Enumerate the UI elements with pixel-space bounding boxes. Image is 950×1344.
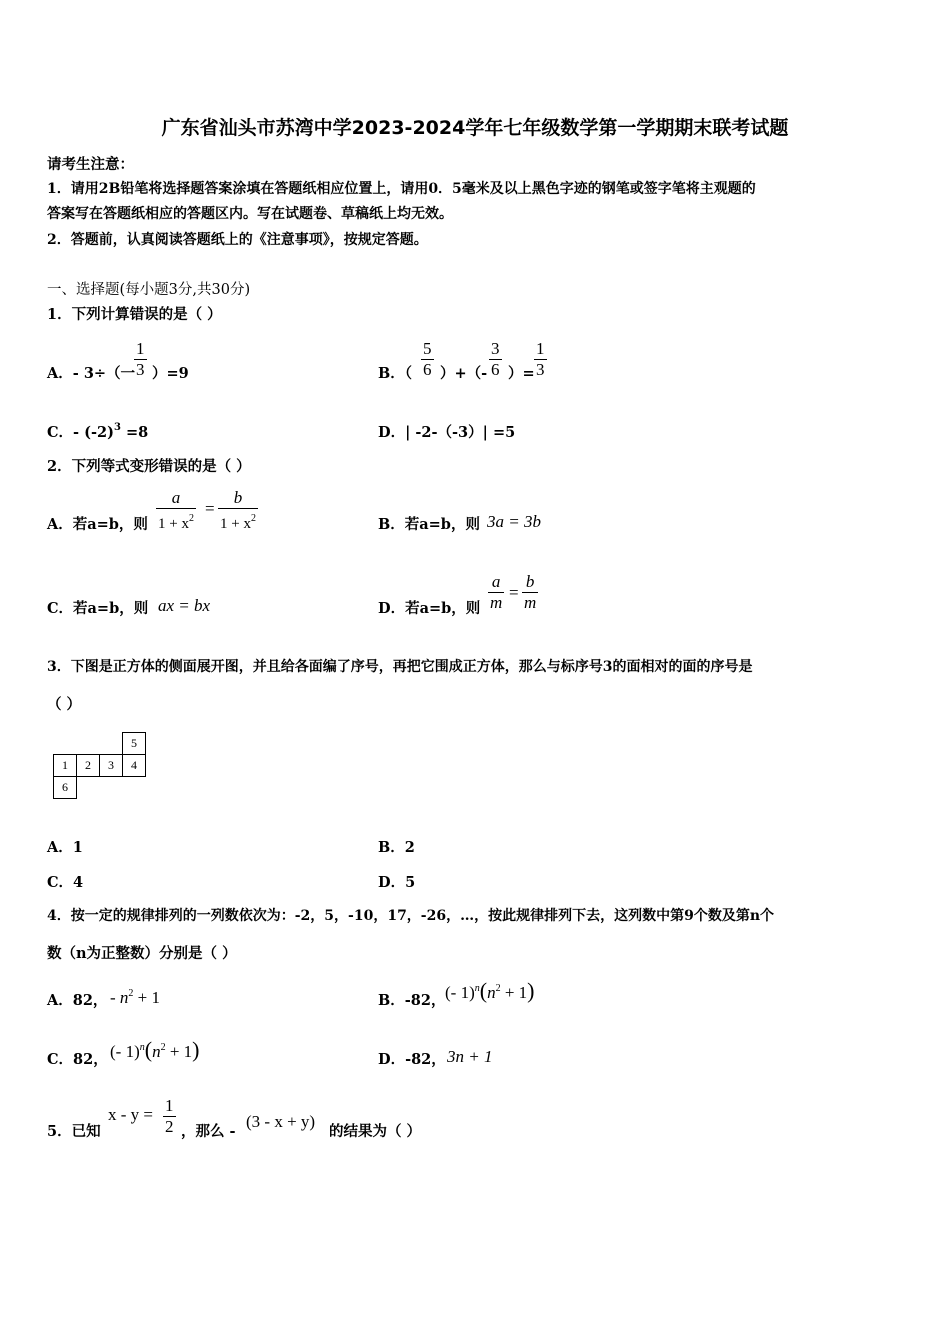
q4-c-prefix: C．82， [47,1051,108,1068]
q2-stem: 2．下列等式变形错误的是（ ） [47,458,251,475]
q4-b-tail: + 1 [500,983,528,1002]
q4-a-exp: 2 [128,988,134,999]
q2-c-expr: ax = bx [158,596,211,615]
q1-b-fraction-1 [421,339,434,380]
q4-a-expr-1: - n [110,988,129,1007]
q2-a-f2-num: b [233,488,243,507]
q3-stem-line-2: （ ） [47,696,82,713]
q3-option-d: D．5 [378,874,416,891]
q2-a-f1-den: 1 + x [158,516,189,532]
q1-a-prefix: A．- 3÷（一 [47,365,136,382]
q1-b-f1-den: 6 [423,360,432,379]
q1-b-prefix: B．（ [378,365,413,382]
net-face-1: 1 [54,755,77,777]
q1-option-d: D．| -2-（-3）| =5 [378,424,516,441]
q4-b-prefix: B．-82， [378,992,446,1009]
q2-d-f1-num: a [491,572,501,591]
net-face-2: 2 [77,755,100,777]
q2-a-fraction-1 [156,488,196,534]
q2-d-f2-num: b [525,572,535,591]
q1-c-exponent: 3 [113,422,121,433]
q4-c-exp2: 2 [160,1042,166,1053]
cube-net [53,732,146,799]
q3-option-c: C．4 [47,874,84,891]
q2-d-eq: = [509,583,519,602]
q1-stem: 1．下列计算错误的是（ ） [47,306,222,323]
q3-option-b: B．2 [378,839,415,856]
page-title: 广东省汕头市苏湾中学2023-2024学年七年级数学第一学期期末联考试题 [161,117,789,139]
q1-b-eq: ）= [508,365,535,382]
q2-b-expr: 3a = 3b [487,512,541,531]
q2-b-prefix: B．若a=b，则 [378,516,480,533]
q1-b-f2-den: 6 [491,360,500,379]
q5-prefix: 5．已知 [47,1123,101,1140]
q1-c-suffix: =8 [120,424,149,441]
q5-fraction [163,1096,176,1137]
q4-a-prefix: A．82， [47,992,108,1009]
q1-option-c [47,421,148,442]
q4-stem-line-1: 4．按一定的规律排列的一列数依次为：-2，5，-10，17，-26，…，按此规律排列下去，这列数中第9个数及第n个 [47,908,775,924]
q1-b-mid: ）+（- [440,365,488,382]
q4-c-base: (- 1) [110,1042,140,1061]
section-heading: 一、选择题(每小题3分,共30分) [47,282,251,298]
q1-b-f1-num: 5 [423,339,432,358]
q5-expr2: (3 - x + y) [246,1112,316,1131]
q2-a-f1-num: a [171,488,181,507]
q4-a-expr [110,988,160,1008]
q1-a-den: 3 [136,360,145,379]
q1-a-num: 1 [136,339,145,358]
q4-b-inner: n [487,983,496,1002]
q4-c-tail: + 1 [165,1042,193,1061]
q2-a-f2-exp: 2 [250,513,256,524]
q4-d-expr: 3n + 1 [447,1047,493,1066]
q1-a-suffix: ）=9 [152,365,189,382]
q5-mid: ，那么 - [181,1123,236,1140]
q2-a-eq: = [205,499,215,518]
notice-heading: 请考生注意： [47,156,134,173]
q2-c-prefix: C．若a=b，则 [47,600,149,617]
q2-d-f2-den: m [524,593,537,612]
q2-a-f2-den: 1 + x [220,516,251,532]
q2-a-f1-exp: 2 [188,513,194,524]
notice-item-2: 2．答题前，认真阅读答题纸上的《注意事项》，按规定答题。 [47,232,428,248]
q1-b-fraction-3 [534,339,547,380]
net-face-3: 3 [100,755,123,777]
q1-b-f3-den: 3 [536,360,545,379]
net-face-6: 6 [54,777,77,799]
q1-a-fraction [134,339,147,380]
q5-f-den: 2 [165,1117,174,1136]
q1-option-a [47,362,135,383]
q5-f-num: 1 [165,1096,174,1115]
q1-b-f3-num: 1 [536,339,545,358]
q1-c-prefix: C．- (-2) [47,424,114,441]
q2-a-fraction-2 [218,488,258,534]
q4-c-inner: n [152,1042,161,1061]
q4-b-exp2: 2 [495,983,501,994]
net-face-4: 4 [123,755,146,777]
q2-d-prefix: D．若a=b，则 [378,600,481,617]
q5-suffix: 的结果为（ ） [329,1123,422,1140]
q4-d-prefix: D．-82， [378,1051,446,1068]
net-face-5: 5 [123,733,146,755]
q4-b-exp-n: n [474,983,480,994]
q2-d-fraction-2 [522,572,538,613]
q2-d-fraction-1 [488,572,504,613]
notice-item-1-line-1: 1．请用2B铅笔将选择题答案涂填在答题纸相应位置上，请用0．5毫米及以上黑色字迹的钢笔或签字笔将主观题的 [47,181,756,197]
q2-a-prefix: A．若a=b，则 [47,516,148,533]
q1-b-fraction-2 [489,339,502,380]
q2-d-f1-den: m [490,593,503,612]
q4-c-expr: (- $1)^n(n^2 + 1)$ [110,1037,200,1062]
q3-option-a: A．1 [47,839,83,856]
q5-expr: x - y = [108,1105,153,1124]
q1-b-f2-num: 3 [491,339,500,358]
notice-item-1-line-2: 答案写在答题纸相应的答题区内。写在试题卷、草稿纸上均无效。 [47,206,453,222]
q4-b-expr: (- $1)^n(n^2 + 1)$ [445,978,535,1003]
q4-stem-line-2: 数（n为正整数）分别是（ ） [47,945,237,962]
q3-stem-line-1: 3．下图是正方体的侧面展开图，并且给各面编了序号，再把它围成正方体，那么与标序号3的面相对的面的序号是 [47,659,753,675]
q4-c-exp-n: n [139,1042,145,1053]
q4-b-base: (- 1) [445,983,475,1002]
q4-a-expr-2: + 1 [133,988,161,1007]
